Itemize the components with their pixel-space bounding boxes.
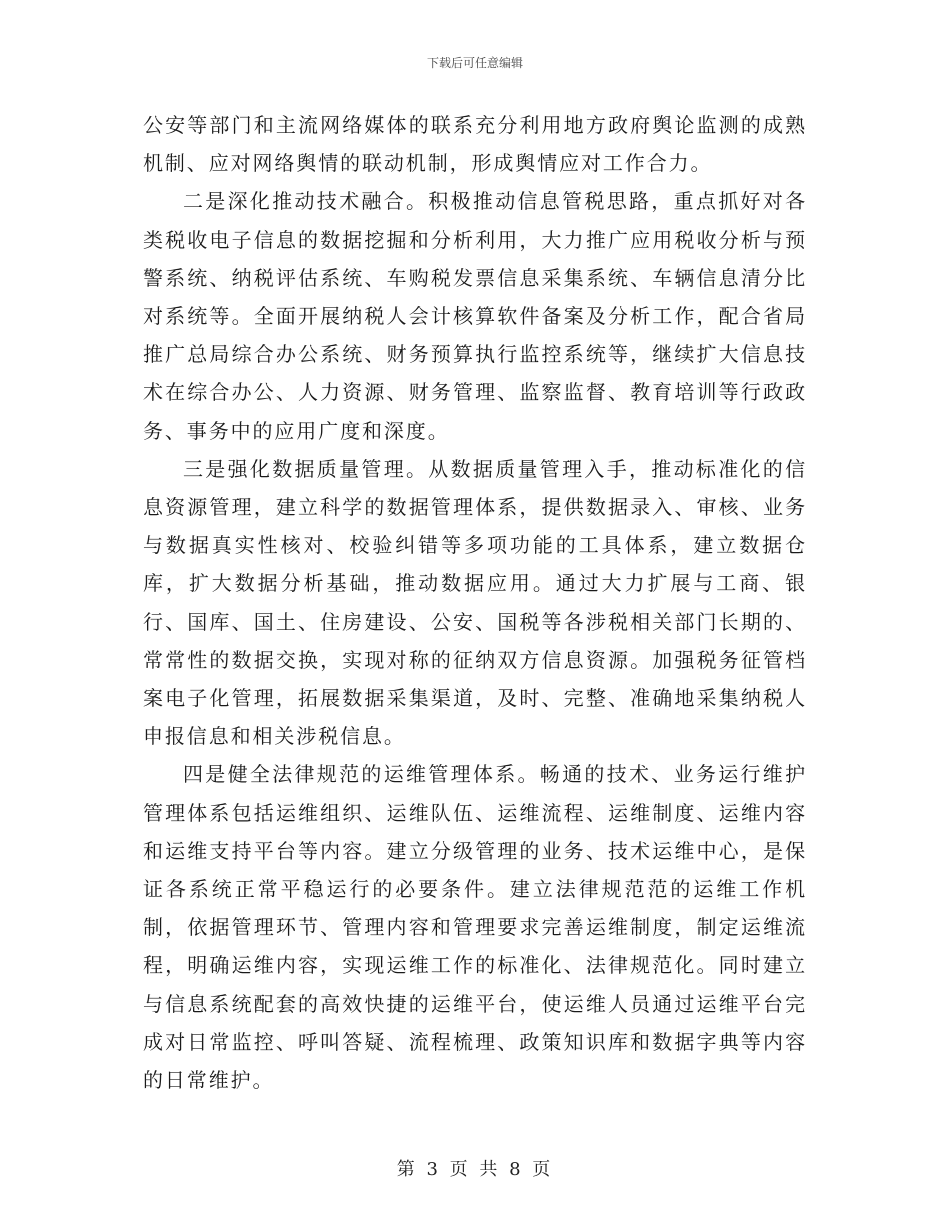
paragraph-continuation: 公安等部门和主流网络媒体的联系充分利用地方政府舆论监测的成熟机制、应对网络舆情的联动机制，形成舆情应对工作合力。 [143, 113, 807, 176]
document-body [143, 106, 807, 1099]
paragraph-maintenance-system: 四是健全法律规范的运维管理体系。畅通的技术、业务运行维护管理体系包括运维组织、运维队伍、运维流程、运维制度、运维内容和运维支持平台等内容。建立分级管理的业务、技术运维中心，是保证各系统正常平稳运行的必要条件。建立法律规范范的运维工作机制，依据管理环节、管理内容和管理要求完善运维制度，制定运维流程，明确运维内容，实现运维工作的标准化、法律规范化。同时建立与信息系统配套的高效快捷的运维平台，使运维人员通过运维平台完成对日常监控、呼叫答疑、流程梳理、政策知识库和数据字典等内容的日常维护。 [143, 762, 807, 1093]
paragraph-technology-integration: 二是深化推动技术融合。积极推动信息管税思路，重点抓好对各类税收电子信息的数据挖掘和分析利用，大力推广应用税收分析与预警系统、纳税评估系统、车购税发票信息采集系统、车辆信息清分比对系统等。全面开展纳税人会计核算软件备案及分析工作，配合省局推广总局综合办公系统、财务预算执行监控系统等，继续扩大信息技术在综合办公、人力资源、财务管理、监察监督、教育培训等行政政务、事务中的应用广度和深度。 [143, 189, 807, 443]
paragraph-data-quality: 三是强化数据质量管理。从数据质量管理入手，推动标准化的信息资源管理，建立科学的数据管理体系，提供数据录入、审核、业务与数据真实性核对、校验纠错等多项功能的工具体系，建立数据仓库，扩大数据分析基础，推动数据应用。通过大力扩展与工商、银行、国库、国土、住房建设、公安、国税等各涉税相关部门长期的、常常性的数据交换，实现对称的征纳双方信息资源。加强税务征管档案电子化管理，拓展数据采集渠道，及时、完整、准确地采集纳税人申报信息和相关涉税信息。 [143, 456, 807, 749]
page-number-footer: 第 3 页 共 8 页 [396, 1159, 554, 1180]
page-header: 下载后可任意编辑 [426, 56, 523, 70]
